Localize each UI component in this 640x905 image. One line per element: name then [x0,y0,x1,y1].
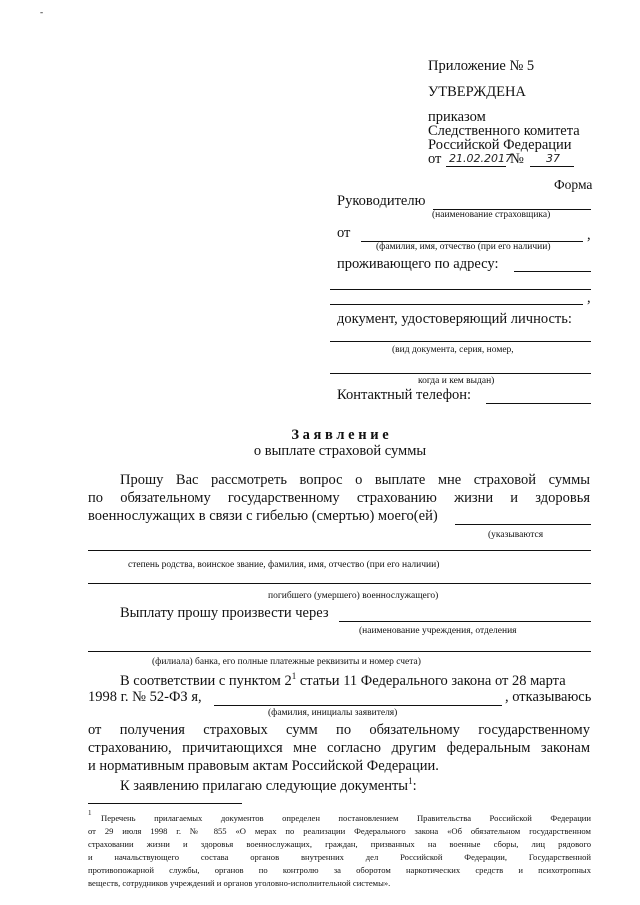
p1-line-1: Прошу Вас рассмотреть вопрос о выплате мне страховой суммы [120,472,590,488]
insurer-caption: (наименование страховщика) [432,210,551,220]
caption-institution: (наименование учреждения, отделения [359,626,517,636]
address-line-1 [514,271,591,272]
caption-indicated: (указываются [488,530,544,540]
fio-caption: (фамилия, имя, отчество (при его наличии) [376,242,551,252]
p3-line-1-end: статьи 11 Федерального закона от 28 марта [296,672,566,689]
order-number-prefix: № [510,151,524,167]
residing-label: проживающего по адресу: [337,256,499,272]
caption-applicant: (фамилия, инициалы заявителя) [268,708,398,718]
footnote-mark: 1 [88,809,92,817]
institution-line-1 [339,621,591,622]
relation-line-3 [88,583,591,584]
order-date-prefix: от [428,151,442,167]
appendix-label: Приложение № 5 [428,58,535,74]
p3-line-4: страхованию, причитающихся мне согласно другим федеральным законам [88,740,590,756]
order-line-1: приказом [428,109,486,125]
p1-line-3: военнослужащих в связи с гибелью (смертью) моего(ей) [88,508,438,524]
address-line-2 [330,289,591,290]
p3-line-5: и нормативным правовым актам Российской Федерации. [88,758,439,774]
comma-1: , [587,227,591,243]
footnote-separator [88,803,242,804]
footnote-line-2: от 29 июля 1998 г. № 855 «О мерах по реализации Федерального закона «Об обязательном государственном [88,826,591,836]
footnote-line-5: противопожарной службы, органов по контролю за оборотом наркотических средств и психотропных [88,865,591,875]
p4-colon: : [412,777,417,794]
p4-text: К заявлению прилагаю следующие документы [120,777,409,794]
order-line-3: Российской Федерации [428,137,572,153]
footnote-line-4: и начальствующего состава органов внутренних дел Российской Федерации, Государственной [88,852,591,862]
order-date-line [446,166,506,167]
order-date-value: 21.02.2017 [449,152,512,165]
p3-line-3: от получения страховых сумм по обязательному государственному [88,722,590,738]
p3-line-1-start: В соответствии с пунктом 2 [120,672,292,689]
id-doc-caption-1: (вид документа, серия, номер, [392,345,514,355]
p3-line-2-end: , отказываюсь [505,689,592,705]
order-number-line [530,166,574,167]
form-label: Форма [554,177,593,192]
page-mark: - [40,8,44,18]
from-label: от [337,225,351,241]
footnote-line-3: страховании жизни и здоровья военнослужащих, граждан, призванных на военные сборы, лиц рядового [88,839,591,849]
footnote-line-6: веществ, сотрудников учреждений и органов уголовно-исполнительной системы». [88,878,391,888]
caption-branch: (филиала) банка, его полные платежные реквизиты и номер счета) [152,657,421,667]
document-title: З а я в л е н и е [291,427,389,443]
id-doc-line-2 [330,373,591,374]
address-line-3 [330,304,583,305]
document-subtitle: о выплате страховой суммы [253,443,427,459]
p3-line-1 [120,671,566,690]
p4-footnote-ref: 1 [408,776,413,786]
caption-relation: степень родства, воинское звание, фамилия, имя, отчество (при его наличии) [128,560,440,570]
phone-label: Контактный телефон: [337,387,472,403]
order-line-2: Следственного комитета [428,123,580,139]
id-doc-caption-2: когда и кем выдан) [418,376,495,386]
id-doc-label: документ, удостоверяющий личность: [337,311,572,327]
institution-line-2 [88,651,591,652]
comma-2: , [587,290,591,306]
order-number-value: 37 [546,152,560,165]
head-label: Руководителю [337,193,426,209]
phone-line [486,403,591,404]
approved-label: УТВЕРЖДЕНА [428,84,526,100]
p2-line-1: Выплату прошу произвести через [120,605,329,621]
relation-line-1 [455,524,591,525]
footnote-line-1: Перечень прилагаемых документов определен постановлением Правительства Российской Федерации [101,813,591,823]
p3-footnote-ref: 1 [291,671,297,681]
p3-line-2-start: 1998 г. № 52-ФЗ я, [88,689,202,705]
id-doc-line-1 [330,341,591,342]
p4-line-1 [120,776,417,795]
caption-deceased: погибшего (умершего) военнослужащего) [268,591,439,601]
applicant-line [214,705,502,706]
p1-line-2: по обязательному государственному страхованию жизни и здоровья [88,490,590,506]
relation-line-2 [88,550,591,551]
